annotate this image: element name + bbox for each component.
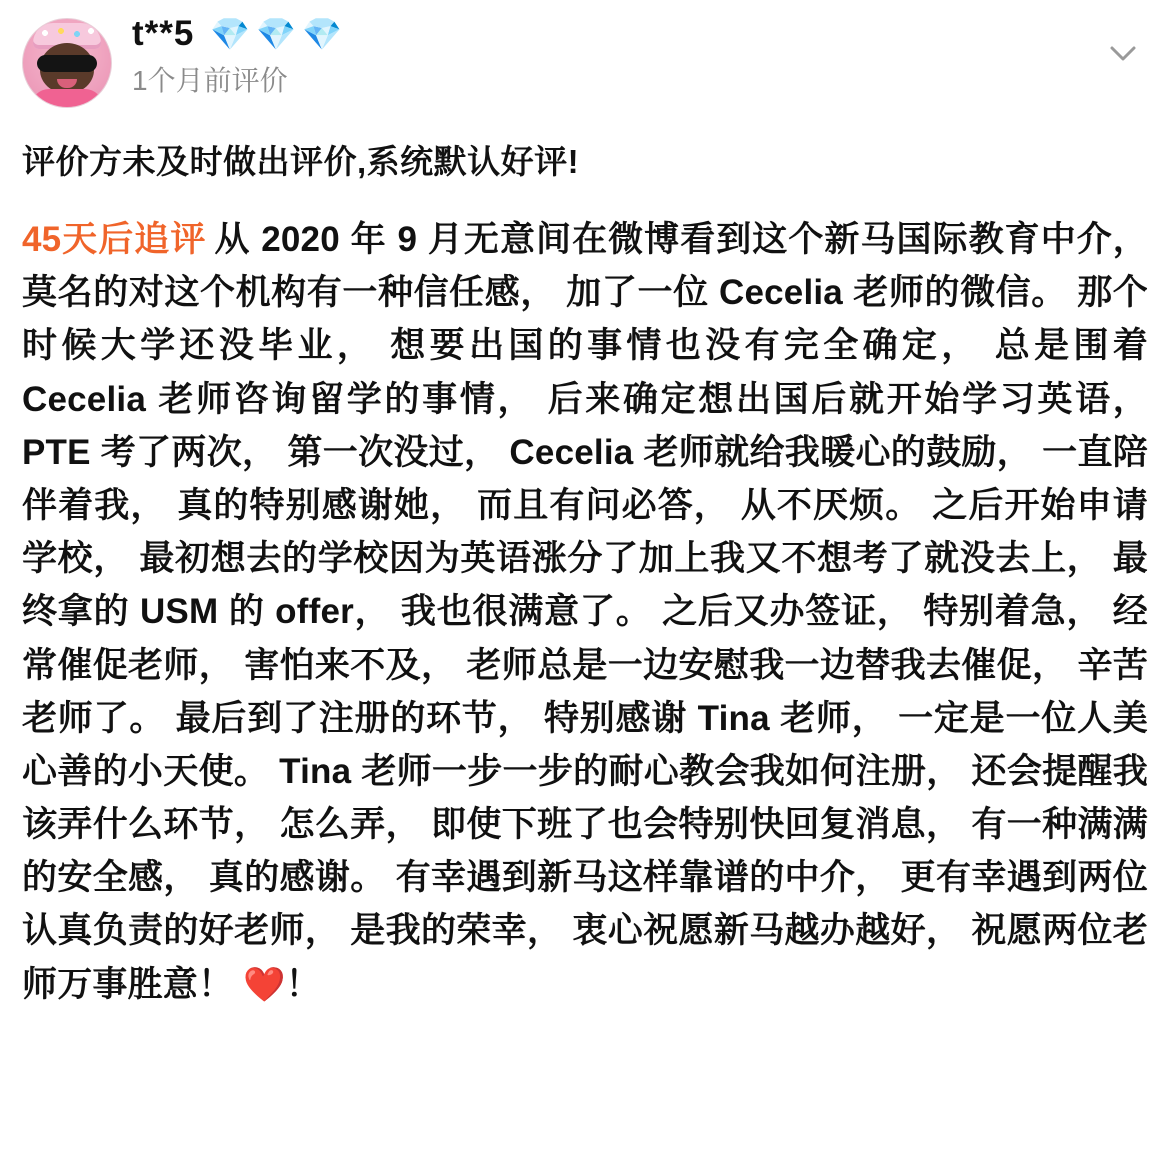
diamond-icon: 💎: [210, 15, 251, 52]
username: t**5: [132, 14, 195, 53]
avatar-body: [31, 89, 103, 107]
auto-review-notice: 评价方未及时做出评价,系统默认好评!: [22, 143, 580, 180]
chevron-down-icon[interactable]: [1106, 36, 1140, 70]
avatar-hat-dots: [39, 27, 95, 39]
review-timestamp: 1个月前评价: [132, 65, 288, 96]
username-row: [132, 16, 1148, 51]
diamond-icon: 💎: [302, 15, 342, 52]
sunglasses-icon: [37, 55, 97, 72]
followup-suffix: ！: [285, 964, 321, 1004]
member-badges: [210, 15, 342, 52]
heart-icon: ❤️: [243, 965, 286, 1004]
followup-review-body: [22, 213, 1148, 1011]
followup-text: 从 2020 年 9 月无意间在微博看到这个新马国际教育中介， 莫名的对这个机构有一种信任感， 加了一位 Cecelia 老师的微信。 那个时候大学还没毕业， 想要出国的事情也没有完全确定， 总是围着 Cecelia 老师咨询留学的事情， 后来确定想出国后就开始学习英语， PTE 考了两次， 第一次没过， Cecelia 老师就给我暖心的鼓励， 一直陪伴着我， 真的特别感谢她， 而且有问必答， 从不厌烦。 之后开始申请学校， 最初想去的学校因为英语涨分了加上我又不想考了就没去上， 最终拿的 USM 的 offer， 我也很满意了。 之后又办签证， 特别着急， 经常催促老师， 害怕来不及， 老师总是一边安慰我一边替我去催促， 辛苦老师了。 最后到了注册的环节， 特别感谢 Tina 老师， 一定是一位人美心善的小天使。 Tina 老师一步一步的耐心教会我如何注册， 还会提醒我该弄什么环节， 怎么弄， 即使下班了也会特别快回复消息， 有一种满满的安全感， 真的感谢。 有幸遇到新马这样靠谱的中介， 更有幸遇到两位认真负责的好老师， 是我的荣幸， 衷心祝愿新马越办越好， 祝愿两位老师万事胜意！: [22, 220, 1148, 1004]
review-header: [22, 14, 1148, 110]
user-info: [132, 14, 1148, 95]
diamond-icon: 💎: [256, 15, 297, 52]
followup-label: 45天后追评: [22, 220, 207, 259]
avatar[interactable]: [22, 18, 112, 108]
